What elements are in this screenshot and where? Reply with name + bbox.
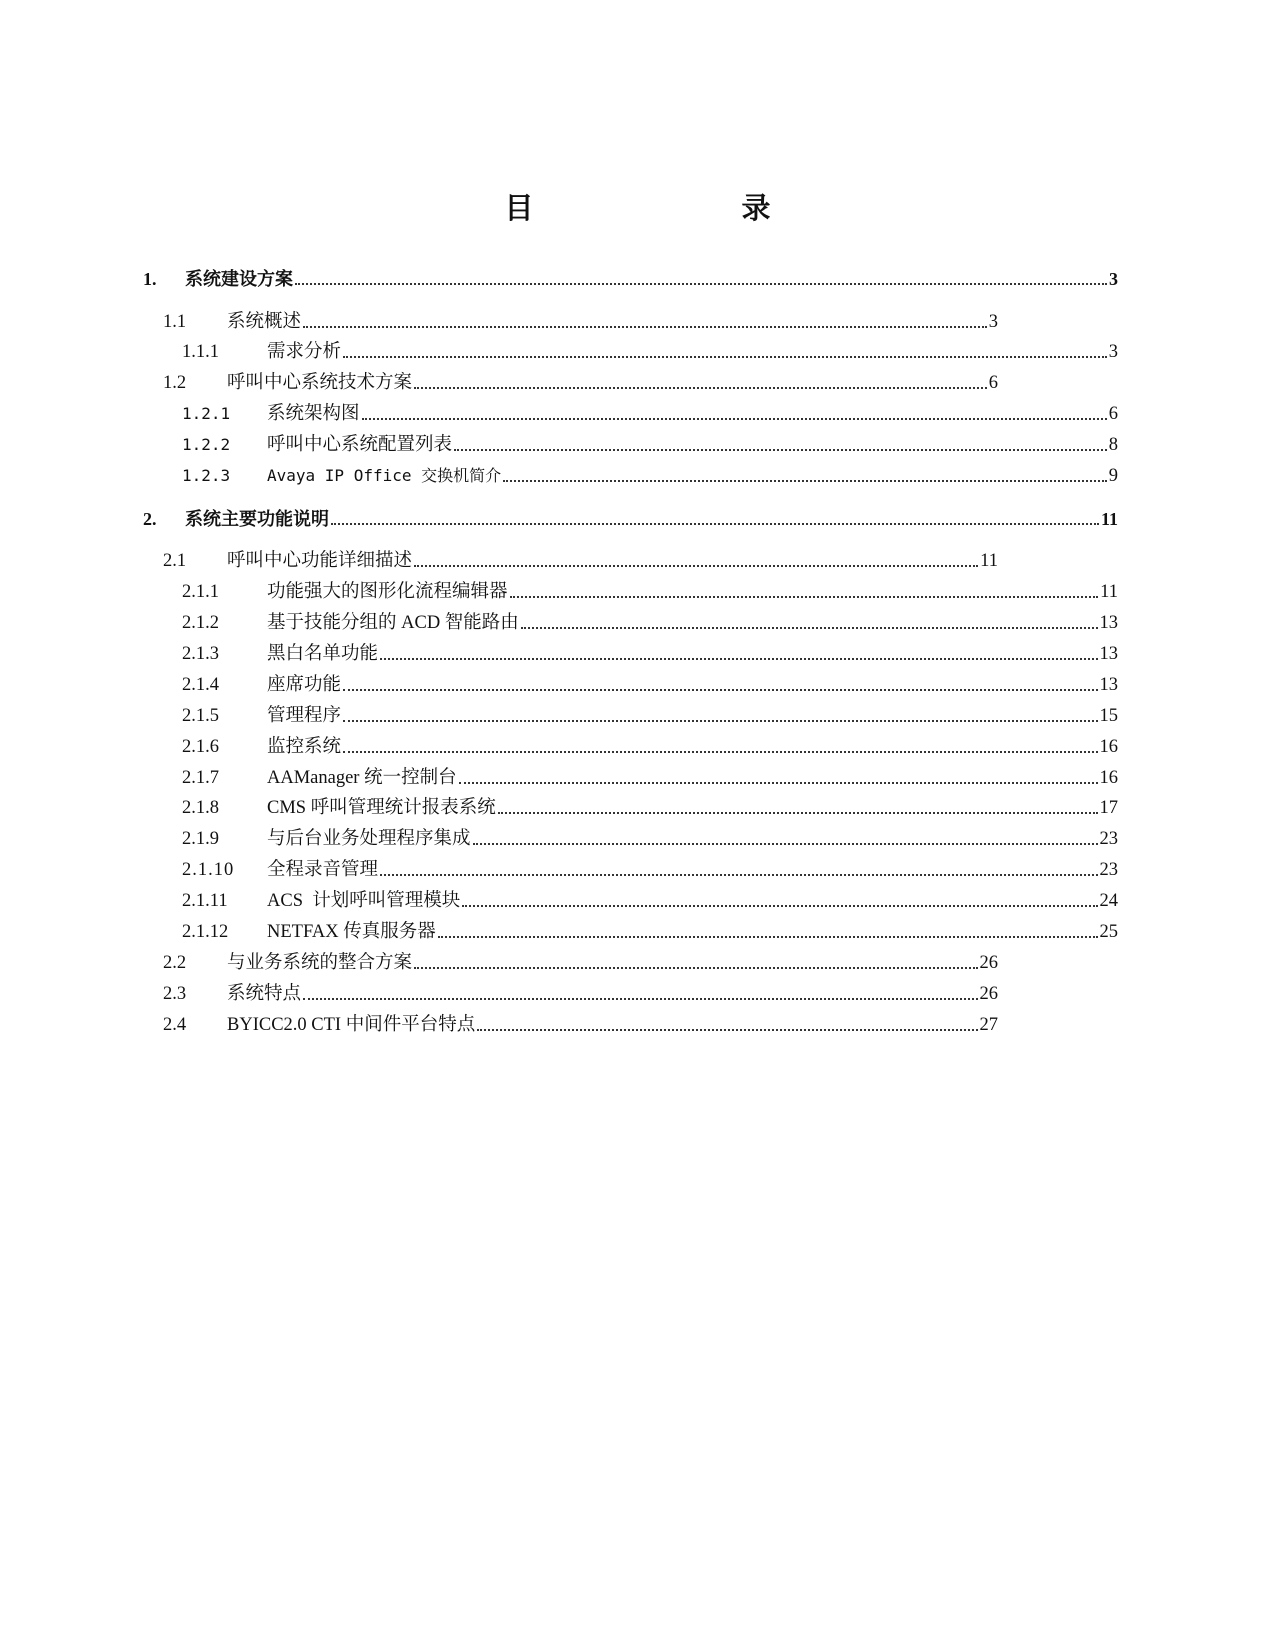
- toc-entry[interactable]: [182, 888, 1118, 914]
- toc-entry[interactable]: [182, 432, 1118, 458]
- toc-entry-number: 2.1.12: [182, 922, 229, 942]
- toc-entry-number: 2.1.5: [182, 706, 219, 726]
- toc-entry-number: 1.2.2: [182, 435, 231, 454]
- toc-leader: [477, 1029, 977, 1031]
- toc-leader: [473, 843, 1098, 845]
- toc-leader: [295, 283, 1107, 285]
- toc-entry[interactable]: [143, 266, 1118, 292]
- toc-entry[interactable]: [182, 919, 1118, 945]
- toc-entry-number: 2.1.4: [182, 675, 219, 695]
- toc-leader: [303, 998, 977, 1000]
- toc-entry-page: 3: [1109, 269, 1118, 289]
- toc-entry-number: 1.: [143, 269, 157, 289]
- toc-entry-label: 需求分析: [267, 342, 342, 362]
- toc-entry-label: ACS 计划呼叫管理模块: [267, 891, 461, 911]
- toc-entry-page: 17: [1099, 798, 1118, 818]
- toc-entry-label: 管理程序: [267, 706, 342, 726]
- toc-entry[interactable]: [163, 548, 998, 574]
- toc-entry[interactable]: [163, 1012, 998, 1038]
- toc-entry-page: 26: [979, 984, 998, 1004]
- toc-leader: [414, 387, 987, 389]
- toc-entry-page: 25: [1099, 922, 1118, 942]
- toc-leader: [498, 812, 1098, 814]
- toc-entry-label: 系统建设方案: [185, 269, 293, 289]
- toc-entry[interactable]: [182, 826, 1118, 852]
- toc-entry-page: 6: [1108, 404, 1118, 424]
- toc-entry[interactable]: [182, 463, 1118, 489]
- toc-entry-page: 24: [1099, 891, 1118, 911]
- toc-entry-label: NETFAX 传真服务器: [267, 922, 436, 942]
- toc-entry-label: 监控系统: [267, 737, 342, 757]
- toc-leader: [343, 751, 1097, 753]
- toc-leader: [414, 967, 977, 969]
- toc-leader: [510, 596, 1099, 598]
- toc-entry-label: 呼叫中心系统技术方案: [227, 373, 413, 393]
- toc-entry-label: 系统概述: [227, 312, 302, 332]
- toc-entry-label: 呼叫中心系统配置列表: [267, 435, 453, 455]
- toc-entry-label: 功能强大的图形化流程编辑器: [267, 582, 508, 602]
- toc-entry-page: 27: [979, 1015, 998, 1035]
- toc-entry-page: 16: [1099, 768, 1118, 788]
- toc-entry-number: 2.1.8: [182, 798, 219, 818]
- toc-entry[interactable]: [182, 610, 1118, 636]
- toc-entry-label: AAManager 统一控制台: [267, 768, 457, 788]
- toc-entry-page: 9: [1108, 466, 1118, 486]
- toc-entry-label: 全程录音管理: [267, 860, 379, 880]
- toc-entry-label: 与业务系统的整合方案: [227, 953, 413, 973]
- toc-entry[interactable]: [182, 734, 1118, 760]
- toc-entry-page: 13: [1099, 675, 1118, 695]
- toc-entry-number: 2.3: [163, 984, 187, 1004]
- toc-entry-number: 2.1.11: [182, 891, 228, 911]
- toc-entry-number: 2.1.10: [182, 860, 235, 880]
- toc-entry[interactable]: [182, 579, 1118, 605]
- toc-entry[interactable]: [182, 765, 1118, 791]
- toc-entry-page: 11: [980, 551, 998, 571]
- toc-entry-page: 23: [1099, 829, 1118, 849]
- toc-entry-page: 26: [979, 953, 998, 973]
- toc-entry[interactable]: [182, 401, 1118, 427]
- toc-entry-label: CMS 呼叫管理统计报表系统: [267, 798, 496, 818]
- toc-entry[interactable]: [163, 370, 998, 396]
- toc-leader: [343, 356, 1107, 358]
- toc-entry-page: 16: [1099, 737, 1118, 757]
- toc-entry-number: 2.1: [163, 551, 187, 571]
- toc-entry-number: 2.: [143, 509, 157, 529]
- toc-entry[interactable]: [182, 857, 1118, 883]
- toc-entry-label: BYICC2.0 CTI 中间件平台特点: [227, 1015, 476, 1035]
- toc-entry-page: 11: [1100, 509, 1118, 529]
- toc-entry-page: 13: [1099, 644, 1118, 664]
- toc-entry-label: 黑白名单功能: [267, 644, 379, 664]
- toc-entry-number: 2.1.1: [182, 582, 219, 602]
- toc-entry[interactable]: [163, 309, 998, 335]
- toc-leader: [343, 689, 1097, 691]
- toc-entry-number: 2.1.3: [182, 644, 219, 664]
- page-title: 目 录: [504, 191, 821, 225]
- toc-entry[interactable]: [163, 950, 998, 976]
- toc-entry-page: 8: [1108, 435, 1118, 455]
- toc-entry-number: 2.1.9: [182, 829, 219, 849]
- toc-leader: [462, 905, 1097, 907]
- toc-leader: [380, 874, 1097, 876]
- toc-entry-label: 座席功能: [267, 675, 342, 695]
- toc-entry[interactable]: [163, 981, 998, 1007]
- toc-entry-number: 1.2: [163, 373, 187, 393]
- toc-leader: [380, 658, 1097, 660]
- toc-entry[interactable]: [182, 672, 1118, 698]
- toc-leader: [521, 627, 1098, 629]
- toc-leader: [438, 936, 1098, 938]
- toc-leader: [343, 720, 1097, 722]
- toc-leader: [414, 565, 978, 567]
- toc-entry-page: 3: [1108, 342, 1118, 362]
- toc-entry[interactable]: [182, 339, 1118, 365]
- toc-entry-page: 23: [1099, 860, 1118, 880]
- toc-entry[interactable]: [182, 703, 1118, 729]
- toc-entry[interactable]: [182, 641, 1118, 667]
- toc-entry-label: 系统主要功能说明: [185, 509, 329, 529]
- toc-entry-number: 1.1.1: [182, 342, 219, 362]
- toc-entry-page: 13: [1099, 613, 1118, 633]
- toc-entry-number: 2.4: [163, 1015, 187, 1035]
- toc-leader: [303, 326, 987, 328]
- toc-entry[interactable]: [182, 795, 1118, 821]
- toc-entry-page: 15: [1099, 706, 1118, 726]
- toc-entry-label: 系统特点: [227, 984, 302, 1004]
- toc-entry-page: 11: [1100, 582, 1118, 602]
- toc-entry[interactable]: [143, 506, 1118, 532]
- toc-entry-number: 1.2.3: [182, 466, 231, 485]
- toc-entry-label: 呼叫中心功能详细描述: [227, 551, 413, 571]
- toc-entry-number: 2.1.6: [182, 737, 219, 757]
- toc-entry-number: 2.2: [163, 953, 187, 973]
- toc-leader: [454, 449, 1107, 451]
- toc-entry-page: 3: [988, 312, 998, 332]
- toc-entry-number: 1.2.1: [182, 404, 231, 423]
- toc-entry-label: Avaya IP Office 交换机简介: [267, 466, 502, 485]
- toc-leader: [503, 480, 1107, 482]
- toc-entry-number: 1.1: [163, 312, 187, 332]
- toc-leader: [362, 418, 1107, 420]
- toc-entry-number: 2.1.2: [182, 613, 219, 633]
- toc-leader: [331, 523, 1099, 525]
- toc-entry-page: 6: [988, 373, 998, 393]
- toc-entry-label: 基于技能分组的 ACD 智能路由: [267, 613, 519, 633]
- toc-entry-label: 与后台业务处理程序集成: [267, 829, 471, 849]
- toc-entry-number: 2.1.7: [182, 768, 219, 788]
- toc-leader: [459, 782, 1098, 784]
- toc-entry-label: 系统架构图: [267, 404, 360, 424]
